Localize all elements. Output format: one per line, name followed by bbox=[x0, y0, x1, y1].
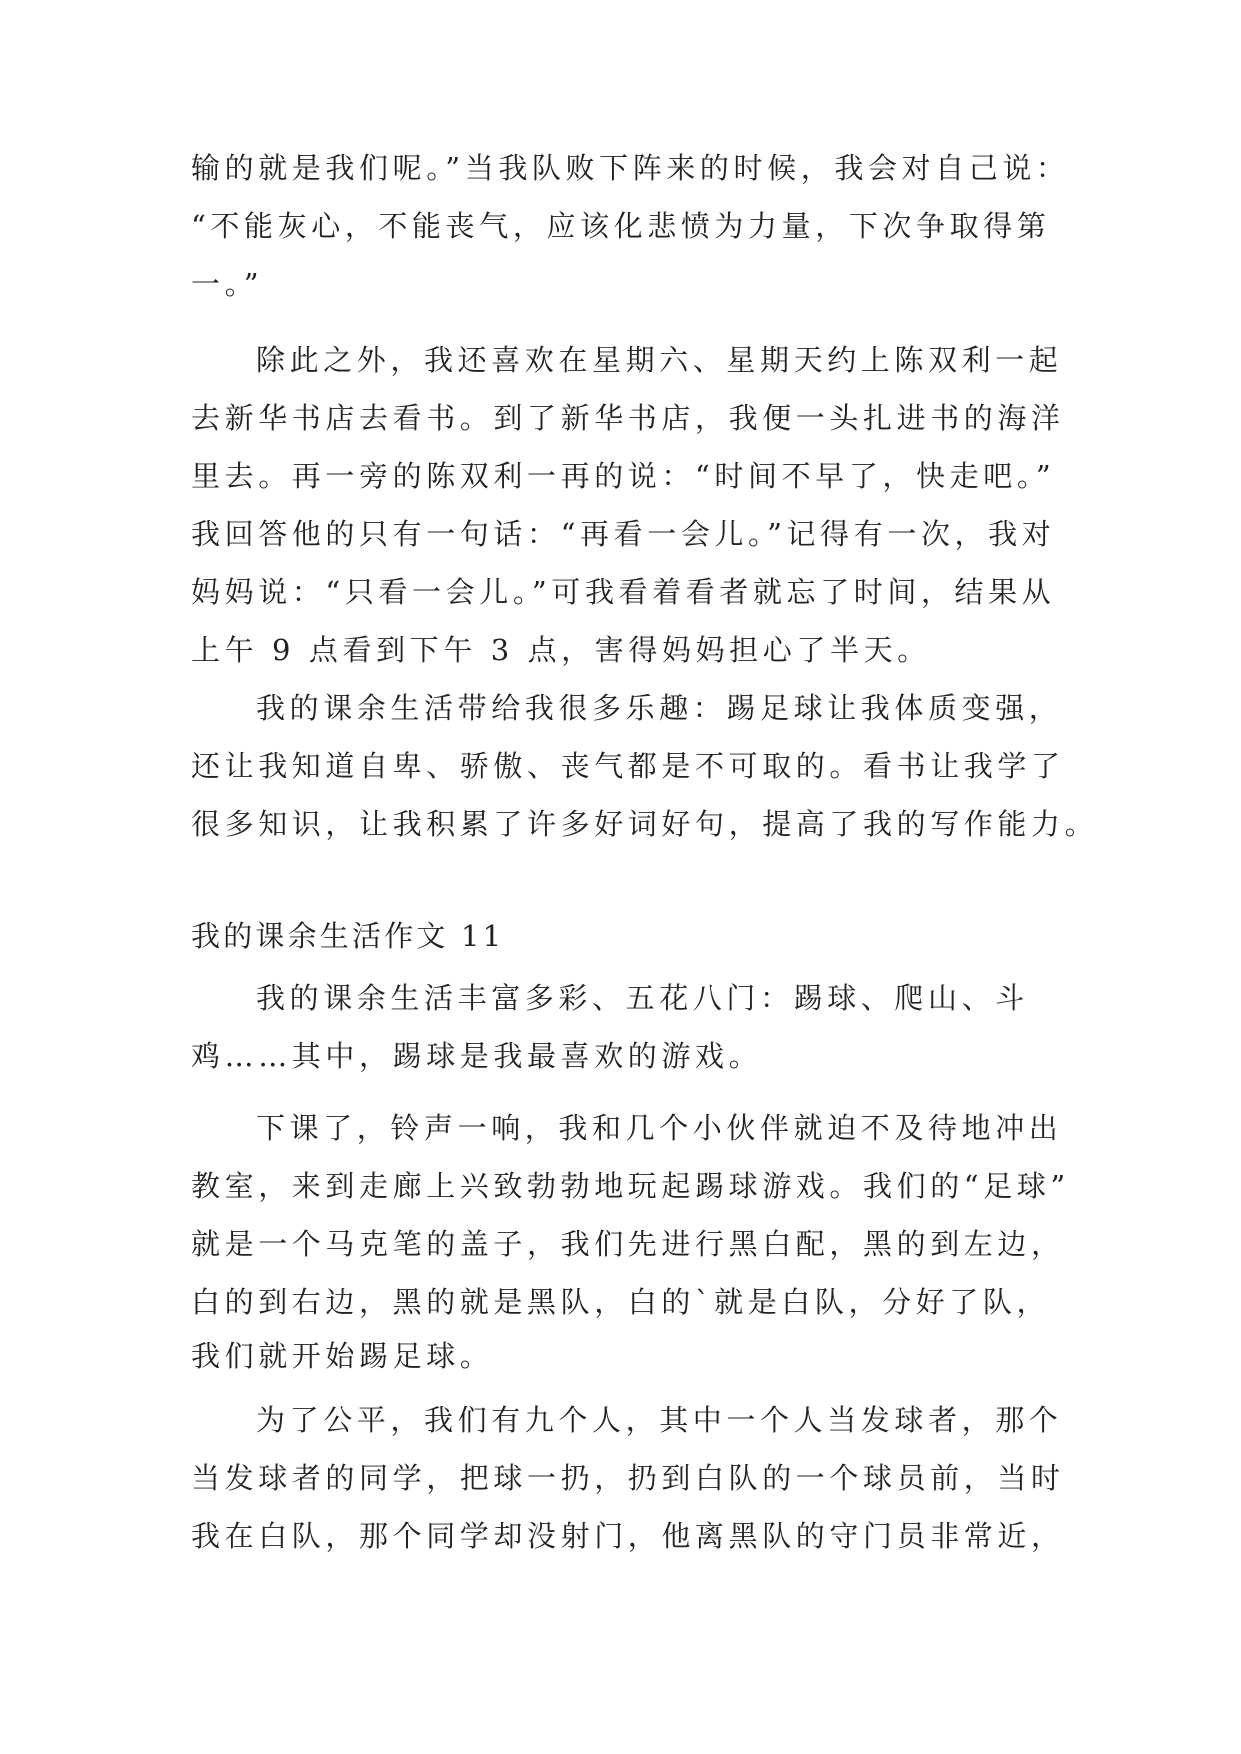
text-line: 上午 9 点看到下午 3 点，害得妈妈担心了半天。 bbox=[191, 633, 931, 667]
paragraph-first-line: 我的课余生活带给我很多乐趣：踢足球让我体质变强， bbox=[256, 691, 1063, 725]
paragraph-first-line: 下课了，铃声一响，我和几个小伙伴就迫不及待地冲出 bbox=[256, 1111, 1063, 1145]
text-line: 白的到右边，黑的就是黑队，白的`就是白队，分好了队， bbox=[191, 1285, 1051, 1319]
text-line: 输的就是我们呢。”当我队败下阵来的时候，我会对自己说： bbox=[191, 151, 1070, 185]
text-line: “不能灰心，不能丧气，应该化悲愤为力量，下次争取得第 bbox=[191, 209, 1051, 243]
paragraph-first-line: 我的课余生活丰富多彩、五花八门：踢球、爬山、斗 bbox=[256, 981, 1029, 1015]
text-line: 我回答他的只有一句话：“再看一会儿。”记得有一次，我对 bbox=[191, 517, 1056, 551]
section-title: 我的课余生活作文 11 bbox=[191, 919, 505, 953]
text-line: 很多知识，让我积累了许多好词好句，提高了我的写作能力。 bbox=[191, 807, 1099, 841]
text-line: 里去。再一旁的陈双利一再的说：“时间不早了，快走吧。” bbox=[191, 459, 1056, 493]
text-line: 鸡……其中，踢球是我最喜欢的游戏。 bbox=[191, 1039, 763, 1073]
text-line: 还让我知道自卑、骄傲、丧气都是不可取的。看书让我学了 bbox=[191, 749, 1065, 783]
text-line: 我们就开始踢足球。 bbox=[191, 1339, 494, 1373]
text-line: 妈妈说：“只看一会儿。”可我看着看者就忘了时间，结果从 bbox=[191, 575, 1056, 609]
text-line: 教室，来到走廊上兴致勃勃地玩起踢球游戏。我们的“足球” bbox=[191, 1169, 1070, 1203]
text-line: 就是一个马克笔的盖子，我们先进行黑白配，黑的到左边， bbox=[191, 1227, 1065, 1261]
text-line: 去新华书店去看书。到了新华书店，我便一头扎进书的海洋 bbox=[191, 401, 1065, 435]
text-line: 一。” bbox=[191, 267, 264, 301]
paragraph-first-line: 除此之外，我还喜欢在星期六、星期天约上陈双利一起 bbox=[256, 343, 1063, 377]
text-line: 我在白队，那个同学却没射门，他离黑队的守门员非常近， bbox=[191, 1519, 1065, 1553]
text-line: 当发球者的同学，把球一扔，扔到白队的一个球员前，当时 bbox=[191, 1461, 1065, 1495]
paragraph-first-line: 为了公平，我们有九个人，其中一个人当发球者，那个 bbox=[256, 1403, 1063, 1437]
